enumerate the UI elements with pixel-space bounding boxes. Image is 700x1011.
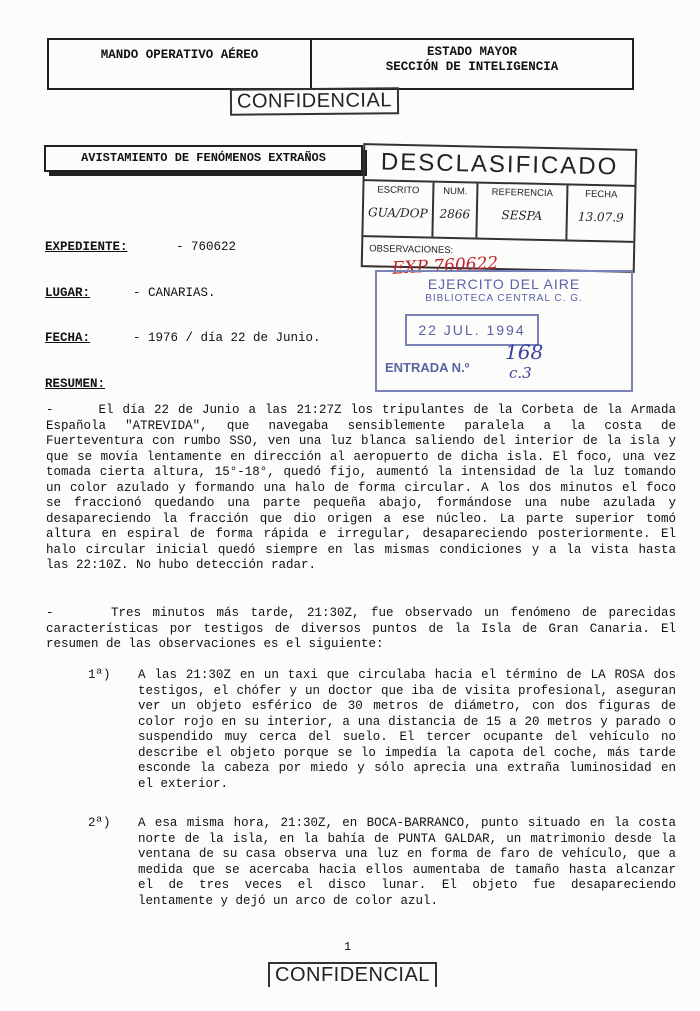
paragraph-1-text: El día 22 de Junio a las 21:27Z los tripulantes de la Corbeta de la Armada Española "ATREVIDA", que navegaba sensiblemente paralela a la costa de Fuerteventura con rumbo SSO, ven una luz blanca saliendo del interior de la isla y que se movía lentamente en dirección al aeropuerto de dicha isla. El foco, una vez tomada cierta altura, 15°-18°, quedó fijo, aumentó la intensidad de la luz tomando un color azulado y formando una halo de forma circular. A los dos minutos el foco se fraccionó quedando una parte pequeña abajo, formándose una nube azulada y desapareciendo la fracción que dio origen a ese núcleo. La parte superior tomó altura en espiral de forma rápida e irregular, desapareciendo posteriormente. El halo circular inicial quedó siempre en las mismas condiciones y a la vista hasta las 22:10Z. No hubo detección radar.: [46, 403, 676, 572]
declass-escrito: ESCRITO GUA/DOP: [363, 181, 434, 236]
lugar-label: LUGAR:: [45, 286, 91, 300]
declass-observaciones: OBSERVACIONES:: [369, 243, 454, 257]
lugar-value: - CANARIAS.: [133, 286, 216, 300]
declass-escrito-value: GUA/DOP: [367, 205, 428, 221]
library-stamp-line1: EJERCITO DEL AIRE: [427, 276, 581, 292]
declass-referencia: REFERENCIA SESPA: [477, 184, 568, 240]
declass-num-value: 2866: [439, 206, 471, 222]
fecha-label: FECHA:: [45, 331, 91, 345]
header-right-line1: ESTADO MAYOR: [426, 45, 517, 59]
confidential-stamp-bottom: CONFIDENCIAL: [268, 962, 437, 987]
library-stamp-entrada: ENTRADA N.º: [385, 360, 470, 375]
header-box: [47, 38, 634, 90]
list-item-2: [88, 816, 676, 909]
declass-fecha: FECHA 13.07.9: [567, 185, 634, 240]
confidential-stamp-top: CONFIDENCIAL: [230, 87, 399, 115]
paragraph-1-dash: -: [46, 403, 54, 417]
library-stamp-extra: c.3: [509, 364, 532, 382]
list-item-2-text: A esa misma hora, 21:30Z, en BOCA-BARRANCO, punto situado en la costa norte de la isla, en la bahía de PUNTA GALDAR, un matrimonio desde la ventana de su casa observa una luz en forma de faro de vehículo, que a medida que se acercaba hacia ellos aumentaba de tamaño hasta alcanzar el de tres veces el disco lunar. El objeto fue desapareciendo lentamente y dejó un arco de color azul.: [138, 816, 676, 908]
list-item-2-number: 2ª): [88, 816, 111, 830]
library-stamp-date: 22 JUL. 1994: [405, 314, 539, 346]
paragraph-2-text: Tres minutos más tarde, 21:30Z, fue observado un fenómeno de parecidas características por testigos de diversos puntos de la Isla de Gran Canaria. El resumen de las observaciones es el siguiente:: [46, 606, 676, 651]
library-stamp-line2: BIBLIOTECA CENTRAL C. G.: [425, 293, 583, 304]
list-item-1-text: A las 21:30Z en un taxi que circulaba hacia el término de LA ROSA dos testigos, el chófer y un doctor que iba de visita profesional, aseguran ver un objeto esférico de 30 metros de diámetro, con dos figuras de color rojo en su interior, a una distancia de 15 a 20 metros y parado o suspendido muy cerca del suelo. El tercer ocupante del vehículo no describe el objeto porque se lo impedía la capota del coche, más tarde esconde la cabeza por miedo y sólo aprecia una extraña luminosidad en el exterior.: [138, 668, 676, 791]
declass-referencia-value: SESPA: [501, 208, 543, 223]
declass-num: NUM. 2866: [433, 183, 478, 238]
header-right-line2: SECCIÓN DE INTELIGENCIA: [385, 60, 559, 74]
paragraph-1: [46, 403, 676, 574]
header-left: MANDO OPERATIVO AÉREO: [49, 40, 312, 88]
declassification-stamp: [361, 143, 638, 273]
paragraph-2: [46, 606, 676, 653]
declass-title: DESCLASIFICADO: [365, 145, 636, 187]
library-stamp-entrada-num: 168: [505, 340, 544, 364]
document-title: AVISTAMIENTO DE FENÓMENOS EXTRAÑOS: [44, 145, 363, 172]
fecha-value: - 1976 / día 22 de Junio.: [133, 331, 321, 345]
list-item-1-number: 1ª): [88, 668, 111, 682]
header-right: [312, 40, 632, 88]
expediente-value: - 760622: [176, 240, 237, 254]
declass-fecha-value: 13.07.9: [577, 209, 624, 225]
page-number: 1: [344, 940, 352, 954]
handwritten-exp-number: EXP 760622: [391, 253, 499, 279]
expediente-label: EXPEDIENTE:: [45, 240, 128, 254]
paragraph-2-dash: -: [46, 606, 54, 620]
resumen-label: RESUMEN:: [45, 377, 106, 391]
list-item-1: [88, 668, 676, 792]
library-stamp: [375, 270, 633, 392]
